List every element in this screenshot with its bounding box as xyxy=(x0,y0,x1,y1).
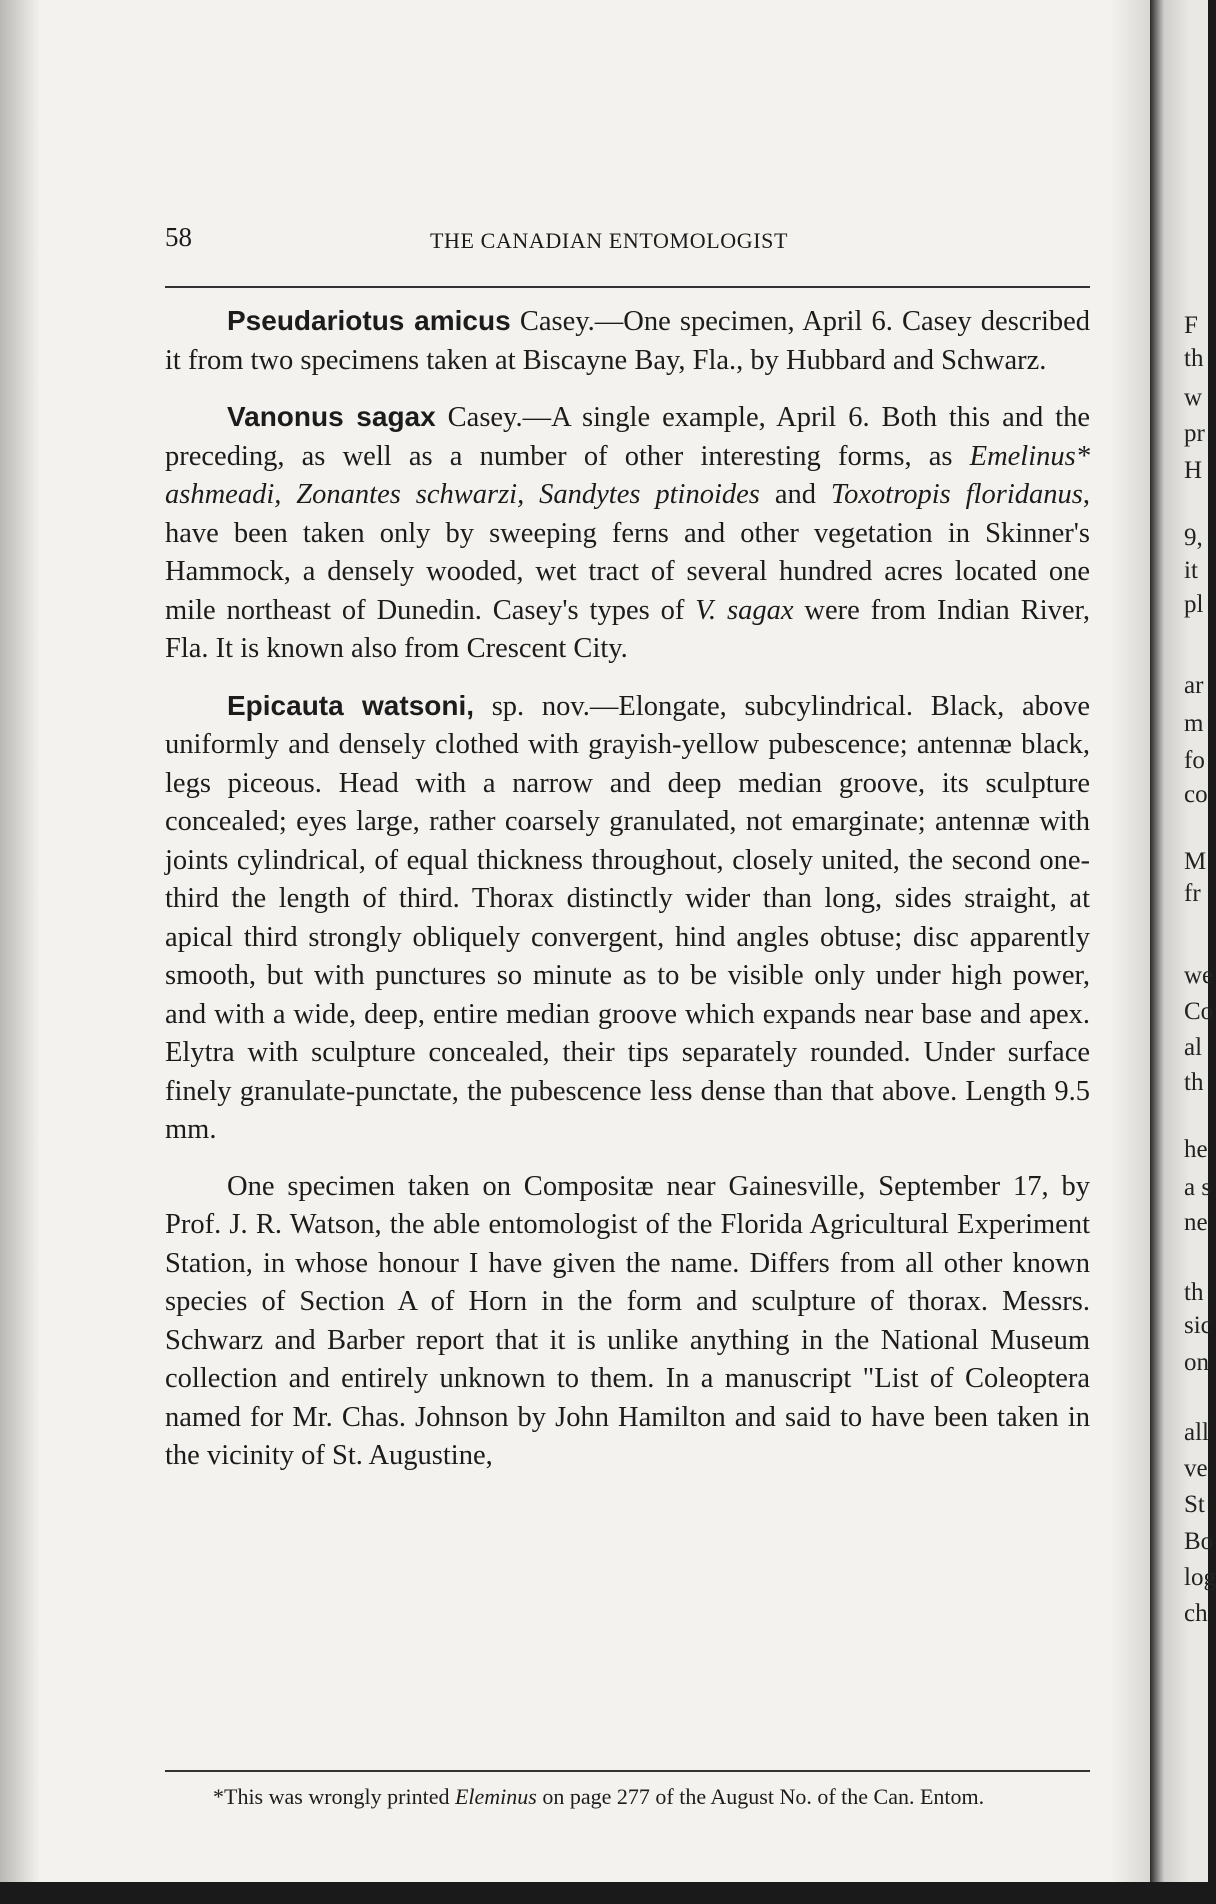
paragraph-text: sp. nov.—Elongate, subcylindrical. Black, above uniformly and densely clothed with grayish-yellow pubescence; antennæ black, legs piceous. Head with a narrow and deep median groove, its sculpture concealed; eyes large, rather coarsely granulated, not emarginate; antennæ with joints cylindrical, of equal thickness throughout, closely united, the second one-third the length of third. Thorax distinctly wider than long, sides straight, at apical third strongly obliquely convergent, hind angles obtuse; disc apparently smooth, but with punctures so minute as to be visible only under high power, and with a wide, deep, entire median groove which expands near base and apex. Elytra with sculpture concealed, their tips separately rounded. Under surface finely granulate-punctate, the pubescence less dense than that above. Length 9.5 mm. xyxy=(165,690,1091,1145)
facing-page-fragment: pr xyxy=(1184,420,1205,447)
footnote-text: *This was wrongly printed Eleminus on page 277 of the August No. of the Can. Entom. xyxy=(213,1784,985,1809)
footnote xyxy=(165,1784,1090,1810)
facing-page-fragment: th xyxy=(1184,1279,1204,1306)
facing-page-fragment: sic xyxy=(1184,1312,1212,1339)
facing-page-fragment: pl xyxy=(1184,591,1204,618)
footnote-rule xyxy=(165,1770,1090,1772)
species-name: Vanonus sagax xyxy=(227,401,436,432)
paragraph-text: Casey.—A single example, April 6. Both this and the preceding, as well as a number of other interesting forms, as Emelinus* ashmeadi, Zonantes schwarzi, Sandytes ptinoides and Toxotropis floridanus, have been taken only by sweeping ferns and other vegetation in Skinner's Hammock, a densely wooded, wet tract of several hundred acres located one mile northeast of Dunedin. Casey's types of V. sagax were from Indian River, Fla. It is known also from Crescent City. xyxy=(165,402,1090,664)
facing-page-fragment: co xyxy=(1184,781,1208,808)
paragraph-pseudariotus xyxy=(165,302,1090,380)
facing-page-fragment: Co xyxy=(1184,998,1214,1025)
facing-page-fragment: th xyxy=(1184,1069,1204,1096)
facing-page-fragment: ar xyxy=(1184,672,1204,699)
paragraph-vanonus xyxy=(165,398,1090,669)
facing-page-fragment: it xyxy=(1184,557,1198,584)
facing-page-fragment: ne xyxy=(1184,1209,1208,1236)
paragraph-epicauta xyxy=(165,687,1090,1150)
facing-page-fragment: on xyxy=(1184,1349,1209,1376)
page-binding-shadow xyxy=(0,0,40,1904)
scan-border xyxy=(0,1882,1208,1904)
facing-page-fragment: log xyxy=(1184,1564,1216,1591)
facing-page-fragment: he xyxy=(1184,1136,1208,1163)
facing-page-fragment: St xyxy=(1184,1491,1205,1518)
facing-page-fragment: we xyxy=(1184,962,1214,989)
page-header xyxy=(165,222,1090,262)
page-number: 58 xyxy=(165,222,192,252)
facing-page-fragment: H xyxy=(1184,457,1203,484)
facing-page-fragment: m xyxy=(1184,710,1204,737)
species-name: Epicauta watsoni, xyxy=(227,689,475,721)
facing-page-fragment: fr xyxy=(1184,880,1201,907)
facing-page-fragment: Bo xyxy=(1184,1528,1214,1555)
article-body xyxy=(165,302,1090,1494)
facing-page-fragment: F xyxy=(1184,312,1198,339)
running-title: THE CANADIAN ENTOMOLOGIST xyxy=(430,228,789,253)
species-name: Pseudariotus amicus xyxy=(227,305,511,336)
facing-page-fragment: a s xyxy=(1184,1174,1212,1201)
facing-page-fragment: M xyxy=(1184,848,1207,875)
facing-page-fragment: al xyxy=(1184,1034,1203,1061)
header-rule xyxy=(165,286,1090,288)
page-edge-shadow xyxy=(1110,0,1150,1904)
paragraph-text: Casey.—One specimen, April 6. Casey described it from two specimens taken at Biscayne Bay, Fla., by Hubbard and Schwarz. xyxy=(165,306,1091,376)
facing-page-fragment: fo xyxy=(1184,747,1205,774)
paragraph-specimen-note: One specimen taken on Compositæ near Gainesville, September 17, by Prof. J. R. Watson, the able entomologist of the Florida Agricultural Experiment Station, in whose honour I have given the name. Differs from all other known species of Section A of Horn in the form and sculpture of thorax. Messrs. Schwarz and Barber report that it is unlike anything in the National Museum collection and entirely unknown to them. In a manuscript "List of Coleoptera named for Mr. Chas. Johnson by John Hamilton and said to have been taken in the vicinity of St. Augustine, xyxy=(165,1170,1090,1471)
facing-page-fragment: ve xyxy=(1184,1455,1208,1482)
facing-page-fragment: 9, xyxy=(1184,524,1203,551)
facing-page-fragment: all xyxy=(1184,1419,1209,1446)
facing-page-fragment: th xyxy=(1184,345,1204,372)
facing-page-fragment: ch xyxy=(1184,1600,1208,1627)
facing-page-fragment: w xyxy=(1184,384,1203,411)
